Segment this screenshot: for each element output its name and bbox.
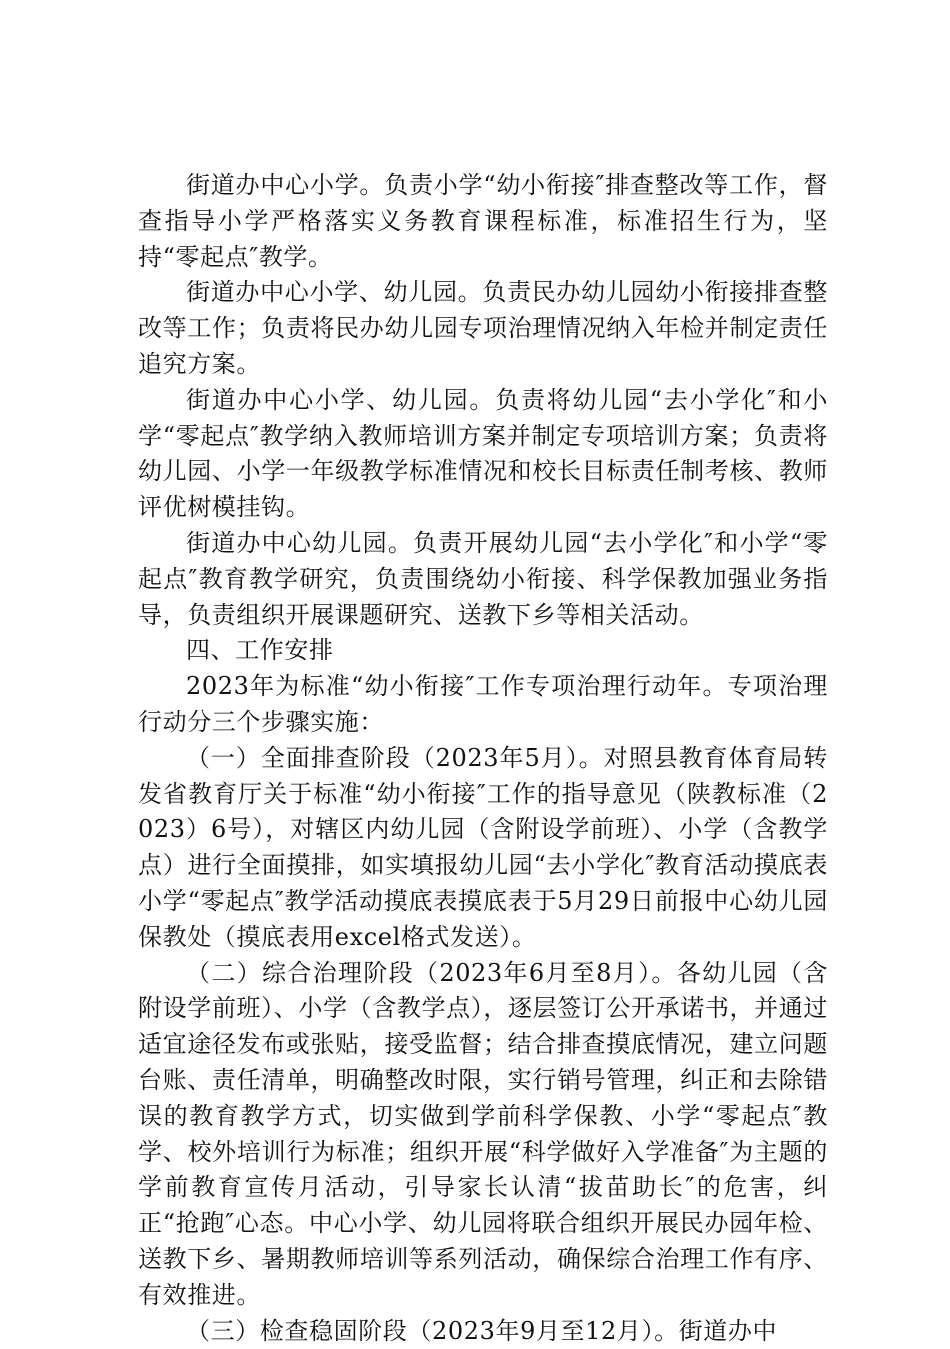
section-heading-work-arrangement: 四、工作安排 bbox=[138, 633, 828, 669]
paragraph-kindergarten-research-duties: 街道办中心幼儿园。负责开展幼儿园“去小学化″和小学“零起点″教育教学研究，负责围绕幼小衔接、科学保教加强业务指导，负责组织开展课题研究、送教下乡等相关活动。 bbox=[138, 526, 828, 633]
paragraph-private-kindergarten-duties: 街道办中心小学、幼儿园。负责民办幼儿园幼小衔接排查整改等工作；负责将民办幼儿园专项治理情况纳入年检并制定责任追究方案。 bbox=[138, 275, 828, 382]
paragraph-stage-three: （三）检查稳固阶段（2023年9月至12月）。街道办中 bbox=[138, 1314, 828, 1349]
paragraph-primary-school-duties: 街道办中心小学。负责小学“幼小衔接″排查整改等工作，督查指导小学严格落实义务教育课程标准，标准招生行为，坚持“零起点″教学。 bbox=[138, 168, 828, 275]
document-body bbox=[138, 168, 828, 1349]
paragraph-stage-one: （一）全面排查阶段（2023年5月）。对照县教育体育局转发省教育厅关于标准“幼小衔接″工作的指导意见（陕教标准（2023）6号），对辖区内幼儿园（含附设学前班）、小学（含教学点）进行全面摸排，如实填报幼儿园“去小学化″教育活动摸底表小学“零起点″教学活动摸底表摸底表于5月29日前报中心幼儿园保教处（摸底表用excel格式发送）。 bbox=[138, 741, 828, 956]
paragraph-stage-two: （二）综合治理阶段（2023年6月至8月）。各幼儿园（含附设学前班）、小学（含教学点），逐层签订公开承诺书，并通过适宜途径发布或张贴，接受监督；结合排查摸底情况，建立问题台账、责任清单，明确整改时限，实行销号管理，纠正和去除错误的教育教学方式，切实做到学前科学保教、小学“零起点″教学、校外培训行为标准；组织开展“科学做好入学准备″为主题的学前教育宣传月活动，引导家长认清“拔苗助长″的危害，纠正“抢跑″心态。中心小学、幼儿园将联合组织开展民办园年检、送教下乡、暑期教师培训等系列活动，确保综合治理工作有序、有效推进。 bbox=[138, 956, 828, 1314]
paragraph-action-year: 2023年为标准“幼小衔接″工作专项治理行动年。专项治理行动分三个步骤实施： bbox=[138, 669, 828, 741]
paragraph-teacher-training-duties: 街道办中心小学、幼儿园。负责将幼儿园“去小学化″和小学“零起点″教学纳入教师培训方案并制定专项培训方案；负责将幼儿园、小学一年级教学标准情况和校长目标责任制考核、教师评优树模挂钩。 bbox=[138, 383, 828, 526]
